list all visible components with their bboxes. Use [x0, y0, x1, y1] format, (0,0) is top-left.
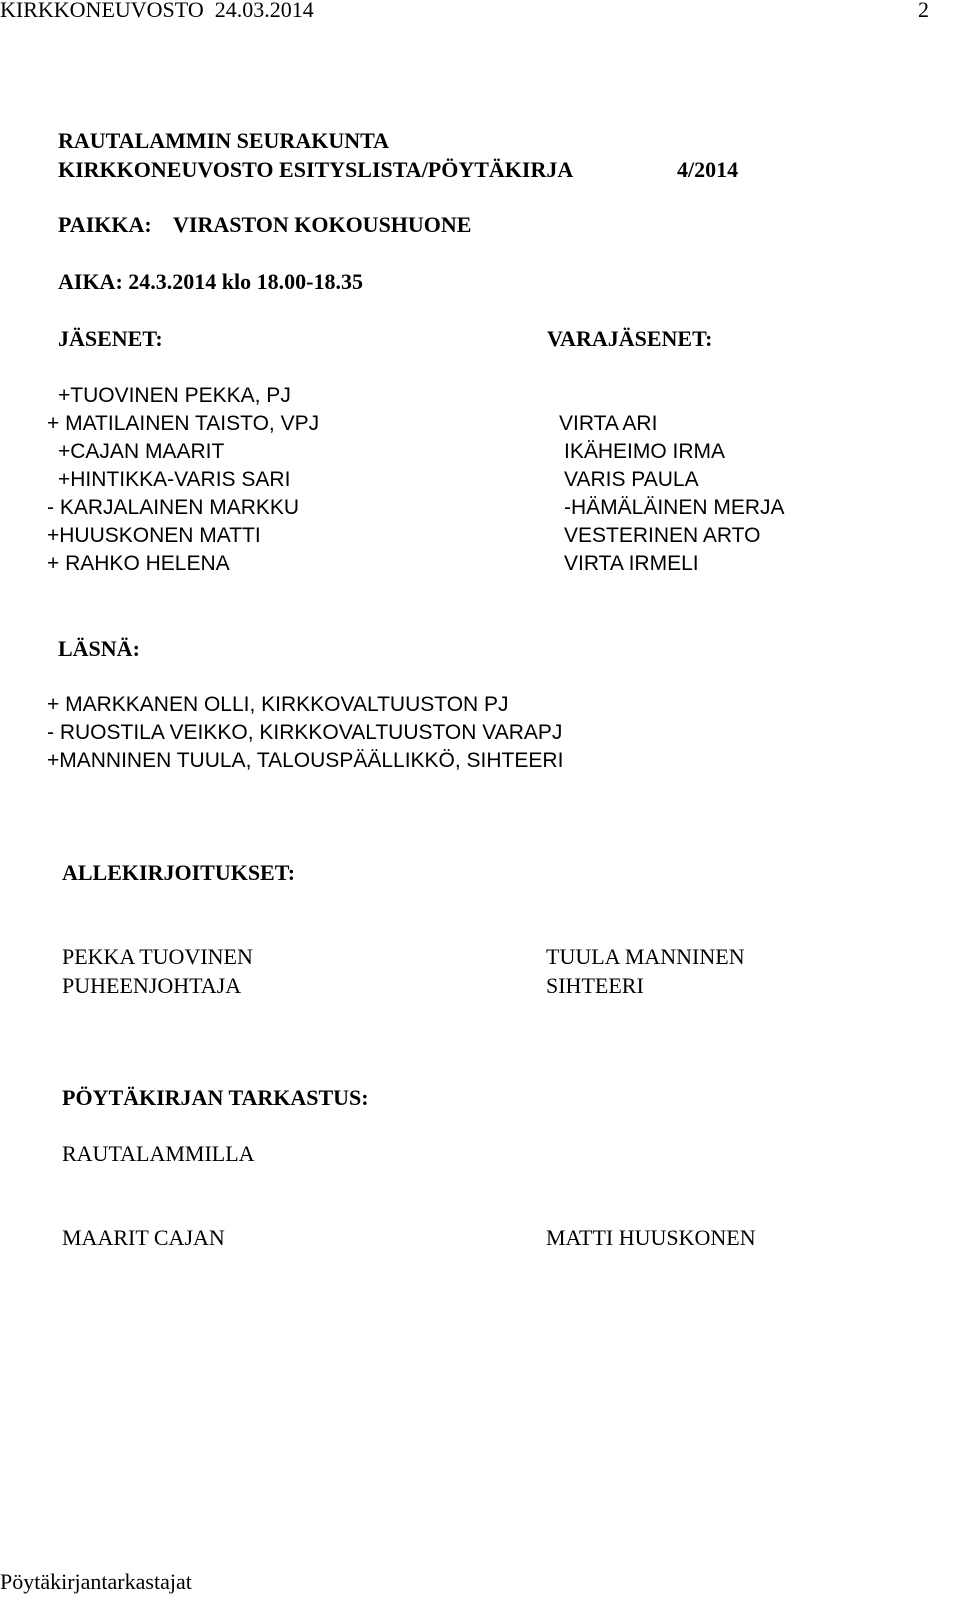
present-heading: LÄSNÄ:: [58, 636, 140, 661]
deputy-item: VIRTA IRMELI: [564, 552, 699, 575]
deputy-item: VARIS PAULA: [564, 468, 699, 491]
deputy-item: -HÄMÄLÄINEN MERJA: [564, 496, 785, 519]
meeting-time: AIKA: 24.3.2014 klo 18.00-18.35: [58, 269, 363, 294]
member-item: +HUUSKONEN MATTI: [47, 524, 261, 547]
signatures-heading: ALLEKIRJOITUKSET:: [62, 860, 296, 885]
member-item: +CAJAN MAARIT: [58, 440, 225, 463]
member-item: + RAHKO HELENA: [47, 552, 230, 575]
member-item: + MATILAINEN TAISTO, VPJ: [47, 412, 320, 435]
document-title: KIRKKONEUVOSTO ESITYSLISTA/PÖYTÄKIRJA: [58, 157, 574, 182]
document-number: 4/2014: [677, 157, 739, 182]
reviewer-name: MAARIT CAJAN: [62, 1225, 225, 1250]
member-item: - KARJALAINEN MARKKU: [47, 496, 300, 519]
signer-role: PUHEENJOHTAJA: [62, 973, 242, 998]
review-location: RAUTALAMMILLA: [62, 1141, 255, 1166]
deputy-item: IKÄHEIMO IRMA: [564, 440, 726, 463]
signer-role: SIHTEERI: [546, 973, 644, 998]
deputy-item: VIRTA ARI: [559, 412, 658, 435]
footer-label: Pöytäkirjantarkastajat: [0, 1569, 192, 1594]
reviewer-name: MATTI HUUSKONEN: [546, 1225, 756, 1250]
place-value: VIRASTON KOKOUSHUONE: [173, 212, 472, 237]
signer-name: TUULA MANNINEN: [546, 944, 745, 969]
page-number: 2: [918, 0, 929, 22]
members-heading: JÄSENET:: [58, 326, 163, 351]
place-label: PAIKKA:: [58, 212, 152, 237]
present-item: +MANNINEN TUULA, TALOUSPÄÄLLIKKÖ, SIHTEERI: [47, 749, 564, 772]
deputy-item: VESTERINEN ARTO: [564, 524, 761, 547]
member-item: +HINTIKKA-VARIS SARI: [58, 468, 291, 491]
organization-name: RAUTALAMMIN SEURAKUNTA: [58, 128, 390, 153]
header-title: KIRKKONEUVOSTO 24.03.2014: [0, 0, 314, 22]
member-item: +TUOVINEN PEKKA, PJ: [58, 384, 291, 407]
present-item: - RUOSTILA VEIKKO, KIRKKOVALTUUSTON VARAPJ: [47, 721, 563, 744]
present-item: + MARKKANEN OLLI, KIRKKOVALTUUSTON PJ: [47, 693, 509, 716]
signer-name: PEKKA TUOVINEN: [62, 944, 253, 969]
review-heading: PÖYTÄKIRJAN TARKASTUS:: [62, 1085, 369, 1110]
deputies-heading: VARAJÄSENET:: [547, 326, 713, 351]
